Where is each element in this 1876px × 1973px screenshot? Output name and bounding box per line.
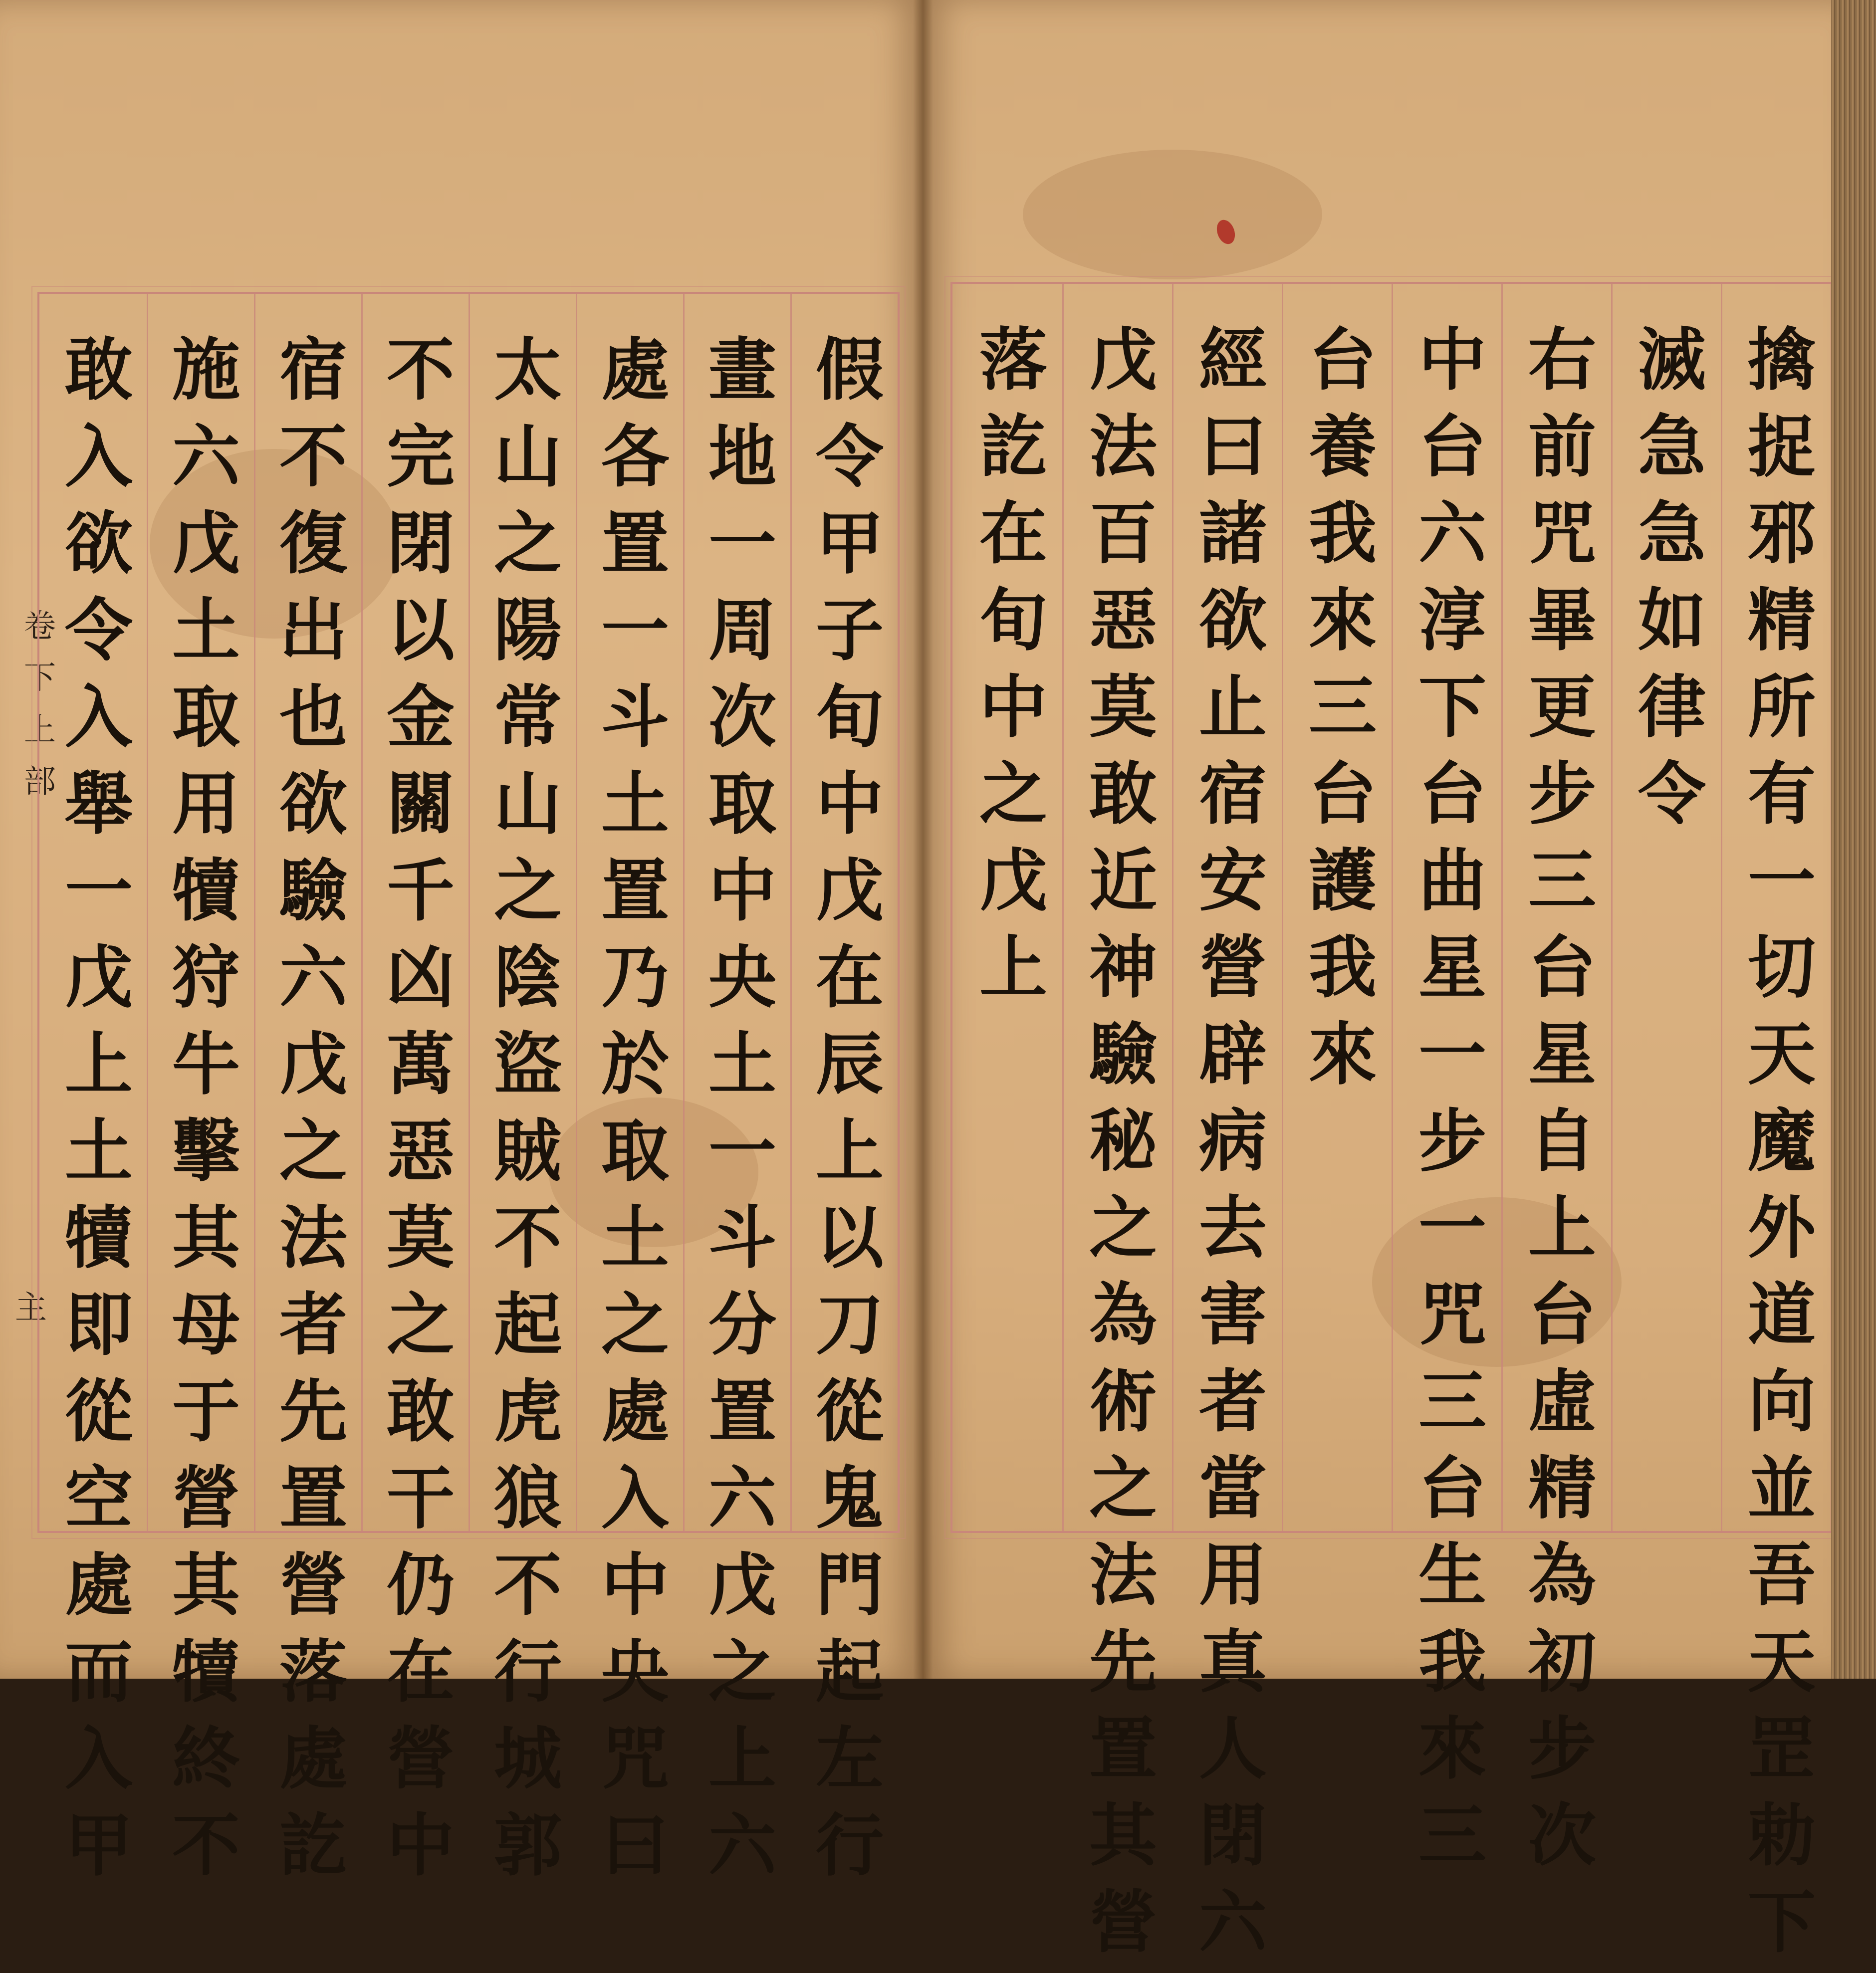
text-column: 滅急急如律令 bbox=[1626, 324, 1706, 845]
column-rule bbox=[1392, 284, 1393, 1531]
column-rule bbox=[1501, 284, 1503, 1531]
left-page bbox=[0, 0, 923, 1896]
column-rule bbox=[1062, 284, 1064, 1531]
right-text-frame bbox=[950, 282, 1833, 1973]
text-column: 台養我來三台護我來 bbox=[1297, 324, 1377, 1105]
column-rule bbox=[790, 294, 792, 1531]
column-rule bbox=[469, 294, 470, 1531]
column-rule bbox=[576, 294, 577, 1531]
text-column: 敢入欲令入舉一戊上土犢即從空處而入甲 bbox=[53, 334, 133, 1896]
column-rule bbox=[683, 294, 685, 1531]
text-column: 處各置一斗土置乃於取土之處入中央咒曰 bbox=[589, 334, 669, 1896]
text-column: 太山之陽常山之陰盜賊不起虎狼不行城郭 bbox=[482, 334, 562, 1896]
column-rule bbox=[1611, 284, 1613, 1531]
text-column: 施六戊土取用犢狩牛擊其母于營其犢終不 bbox=[160, 334, 240, 1896]
book-gutter bbox=[913, 0, 933, 1679]
text-column: 落訖在旬中之戊上 bbox=[967, 324, 1047, 1018]
text-column: 經曰諸欲止宿安營辟病去害者當用真人閉六 bbox=[1187, 324, 1267, 1973]
column-rule bbox=[1172, 284, 1173, 1531]
column-rule bbox=[361, 294, 363, 1531]
column-rule bbox=[1282, 284, 1283, 1531]
column-rule bbox=[1721, 284, 1722, 1531]
paper-stain bbox=[1023, 150, 1322, 279]
column-rule bbox=[254, 294, 255, 1531]
text-column: 宿不復出也欲驗六戊之法者先置營落處訖 bbox=[267, 334, 347, 1896]
page-edges bbox=[1831, 0, 1876, 1679]
margin-chapter-label: 卷下上部 bbox=[18, 609, 55, 816]
text-column: 擒捉邪精所有一切天魔外道向並吾天罡勅下 bbox=[1736, 324, 1816, 1973]
column-rule bbox=[147, 294, 148, 1531]
text-column: 不完閉以金關千凶萬惡莫之敢干仍在營中 bbox=[375, 334, 455, 1896]
left-text-frame bbox=[37, 292, 900, 1896]
folio-number: 主 bbox=[15, 1290, 47, 1326]
text-column: 戊法百惡莫敢近神驗秘之為術之法先置其營 bbox=[1077, 324, 1157, 1973]
text-column: 假令甲子旬中戊在辰上以刀從鬼門起左行 bbox=[804, 334, 884, 1896]
text-column: 畫地一周次取中央土一斗分置六戊之上六 bbox=[697, 334, 776, 1896]
text-column: 右前咒畢更步三台星自上台虛精為初步次 bbox=[1516, 324, 1596, 1886]
text-column: 中台六淳下台曲星一步一咒三台生我來三 bbox=[1407, 324, 1486, 1886]
right-page bbox=[923, 0, 1836, 1973]
